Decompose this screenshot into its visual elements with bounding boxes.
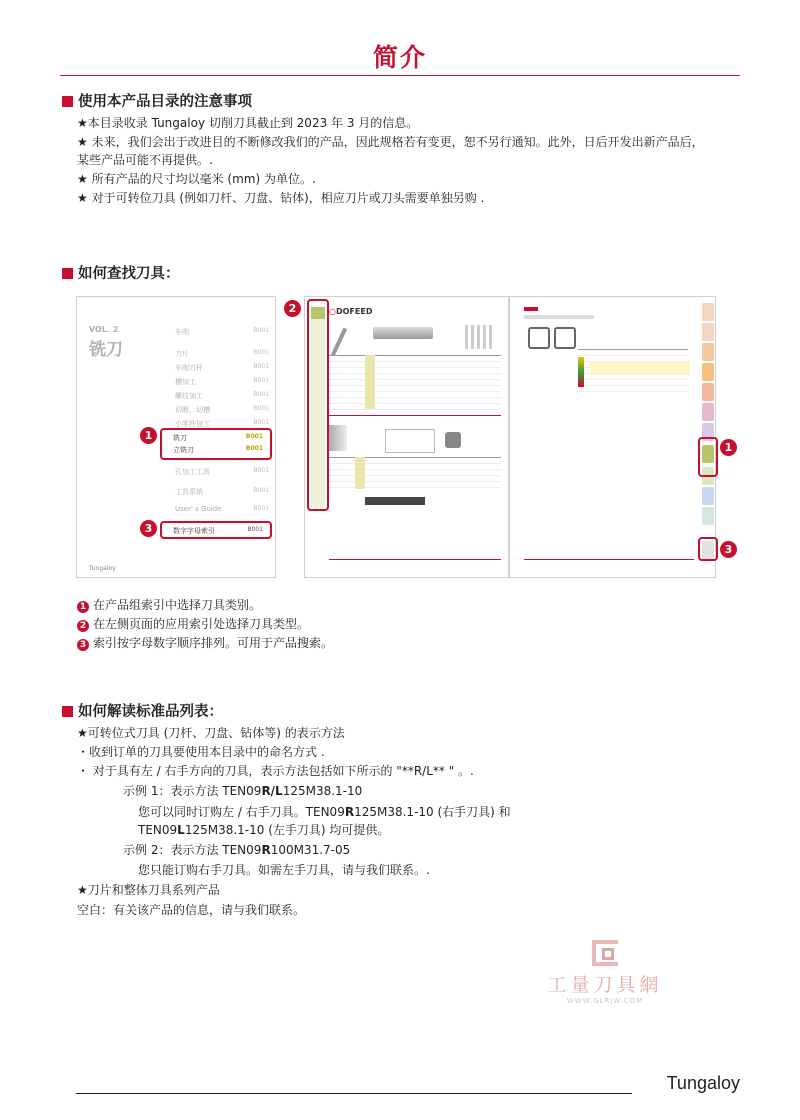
tool-image <box>329 425 347 451</box>
section-divider <box>329 415 501 416</box>
read-line: ・收到订单的刀具要使用本目录中的命名方式 . <box>77 745 325 759</box>
cover-title: 铣刀 <box>89 340 123 360</box>
notes-line: 某些产品可能不再提供。. <box>77 153 213 167</box>
section-heading-text: 使用本产品目录的注意事项 <box>78 94 252 110</box>
step-number: 3 <box>77 639 89 651</box>
read-line: 空白：有关该产品的信息，请与我们联系。 <box>77 903 306 917</box>
notes-line: ★ 所有产品的尺寸均以毫米 (mm) 为单位。. <box>77 172 316 186</box>
section-heading-text: 如何解读标准品列表： <box>78 704 223 720</box>
example-2-desc: 您只能订购右手刀具。如需左手刀具，请与我们联系。. <box>138 863 430 877</box>
material-colors <box>578 357 584 387</box>
callout-2-spread: 2 <box>284 300 301 317</box>
index-page: B001 <box>253 419 269 426</box>
footer-rule <box>524 559 694 560</box>
index-page: B001 <box>253 467 269 474</box>
section-tab <box>702 383 714 401</box>
footer-rule <box>329 559 501 560</box>
step-1 <box>77 596 261 614</box>
example-text: 125M38.1-10 (左手刀具) 均可提供。 <box>184 823 390 837</box>
notes-line: ★ 对于可转位刀具 (例如刀杆、刀盘、钻体)，相应刀片或刀头需要单独另购 . <box>77 191 485 205</box>
tool-image <box>373 327 433 339</box>
tool-image <box>445 432 461 448</box>
index-label: 立铣刀 <box>173 446 194 454</box>
catalog-spread-left <box>304 296 509 578</box>
section-bullet <box>62 268 73 279</box>
section-bullet <box>62 96 73 107</box>
index-tab-box <box>698 537 718 561</box>
index-row-highlight <box>173 433 263 443</box>
index-label: 铣刀 <box>173 434 187 442</box>
table-highlight-column <box>355 457 365 489</box>
index-page: B001 <box>245 445 263 452</box>
example-text: 100M31.7-05 <box>270 843 351 857</box>
cover-volume: VOL. 2 <box>89 325 119 334</box>
index-page: B001 <box>253 363 269 370</box>
index-row-highlight <box>173 445 263 455</box>
table-highlight-row <box>590 361 690 375</box>
index-page: B001 <box>253 391 269 398</box>
catalog-cover-page <box>76 296 276 578</box>
index-label: 孔加工工具 <box>175 468 210 476</box>
callout-1-tabs: 1 <box>720 439 737 456</box>
section-tab <box>702 303 714 321</box>
index-row-alphanumeric <box>173 526 263 536</box>
section-tab <box>702 363 714 381</box>
product-group-tab-box <box>698 437 718 477</box>
index-page: B001 <box>253 349 269 356</box>
section-heading-read <box>62 700 223 721</box>
example-1-desc <box>138 821 389 839</box>
insert-icons <box>465 325 495 349</box>
example-text: 125M38.1-10 (右手刀具) 和 <box>354 805 511 819</box>
callout-1-cover: 1 <box>140 427 157 444</box>
example-bold: L <box>177 823 185 837</box>
watermark-text: 工量刀具網 <box>547 974 663 996</box>
watermark-url: WWW.GLRJW.COM <box>566 997 644 1005</box>
tool-image <box>331 328 347 357</box>
example-bold: R/L <box>261 784 283 798</box>
index-label: 小零件加工 <box>175 420 210 428</box>
index-page: B001 <box>247 526 263 533</box>
index-page: B001 <box>253 505 269 512</box>
index-page: B001 <box>245 433 263 440</box>
callout-3-cover: 3 <box>140 520 157 537</box>
step-number: 2 <box>77 620 89 632</box>
table-highlight-column <box>365 355 375 409</box>
section-tab <box>702 323 714 341</box>
spread-logo-text: DOFEED <box>335 307 373 316</box>
insert-image <box>528 327 550 349</box>
read-line: ・ 对于具有左 / 右手方向的刀具，表示方法包括如下所示的 "**R/L** " 。. <box>77 764 474 778</box>
application-index-box <box>307 299 329 511</box>
index-label: User' s Guide <box>175 505 222 513</box>
title-divider <box>60 75 740 76</box>
insert-image <box>554 327 576 349</box>
page-title: 简介 <box>372 43 427 72</box>
product-table <box>329 355 501 410</box>
index-label: 槽加工 <box>175 378 196 386</box>
index-label: 刀片 <box>175 350 189 358</box>
section-heading-find <box>62 262 180 283</box>
example-1 <box>123 782 362 800</box>
watermark <box>530 940 680 1020</box>
notes-line: ★ 未来，我们会出于改进目的不断修改我们的产品，因此规格若有变更，恕不另行通知。此外，日后开发出新产品后， <box>77 135 704 149</box>
section-heading-notes <box>62 90 252 111</box>
example-1-desc <box>138 803 511 821</box>
index-page: B001 <box>253 327 269 334</box>
read-line: ★可转位式刀具 (刀杆、刀盘、钻体等) 的表示方法 <box>77 726 345 740</box>
note-bar <box>365 497 425 505</box>
example-text: 您可以同时订购左 / 右手刀具。TEN09 <box>138 805 345 819</box>
example-bold: R <box>261 843 271 857</box>
section-bullet <box>62 706 73 717</box>
index-label: 切断、切槽 <box>175 406 210 414</box>
example-text: TEN09 <box>138 823 178 837</box>
tool-drawing <box>385 429 435 453</box>
step-text: 在左侧页面的应用索引处选择刀具类型。 <box>93 617 310 631</box>
page-marker <box>524 307 538 311</box>
index-label: 车削刀杆 <box>175 364 203 372</box>
section-tab <box>702 507 714 525</box>
step-2 <box>77 615 309 633</box>
cover-brand: Tungaloy <box>89 565 116 572</box>
section-tab <box>702 343 714 361</box>
section-tab <box>702 403 714 421</box>
step-number: 1 <box>77 601 89 613</box>
example-text: 示例 1：表示方法 TEN09 <box>123 784 262 798</box>
footer-rule <box>76 1093 632 1094</box>
example-text: 示例 2：表示方法 TEN09 <box>123 843 262 857</box>
catalog-illustration <box>76 296 733 578</box>
index-label: 螺纹加工 <box>175 392 203 400</box>
section-tab <box>702 487 714 505</box>
example-bold: R <box>344 805 355 819</box>
page-subtitle <box>524 315 594 319</box>
example-text: 125M38.1-10 <box>282 784 363 798</box>
index-page: B001 <box>253 405 269 412</box>
read-line: ★刀片和整体刀具系列产品 <box>77 883 220 897</box>
step-text: 索引按字母数字顺序排列。可用于产品搜索。 <box>93 636 334 650</box>
step-3 <box>77 634 333 652</box>
brand-logo: Tungaloy <box>666 1073 740 1093</box>
notes-line: ★本目录收录 Tungaloy 切削刀具截止到 2023 年 3 月的信息。 <box>77 116 419 130</box>
index-label: 工具系统 <box>175 488 203 496</box>
catalog-spread-right <box>509 296 716 578</box>
index-page: B001 <box>253 487 269 494</box>
spread-logo: ○DOFEED <box>329 307 373 316</box>
index-label: 车削 <box>175 328 189 336</box>
watermark-logo-icon <box>592 940 618 966</box>
callout-3-tabs: 3 <box>720 541 737 558</box>
section-heading-text: 如何查找刀具： <box>78 266 180 282</box>
step-text: 在产品组索引中选择刀具类别。 <box>93 598 262 612</box>
index-page: B001 <box>253 377 269 384</box>
index-label: 数字字母索引 <box>173 527 215 535</box>
example-2 <box>123 841 350 859</box>
